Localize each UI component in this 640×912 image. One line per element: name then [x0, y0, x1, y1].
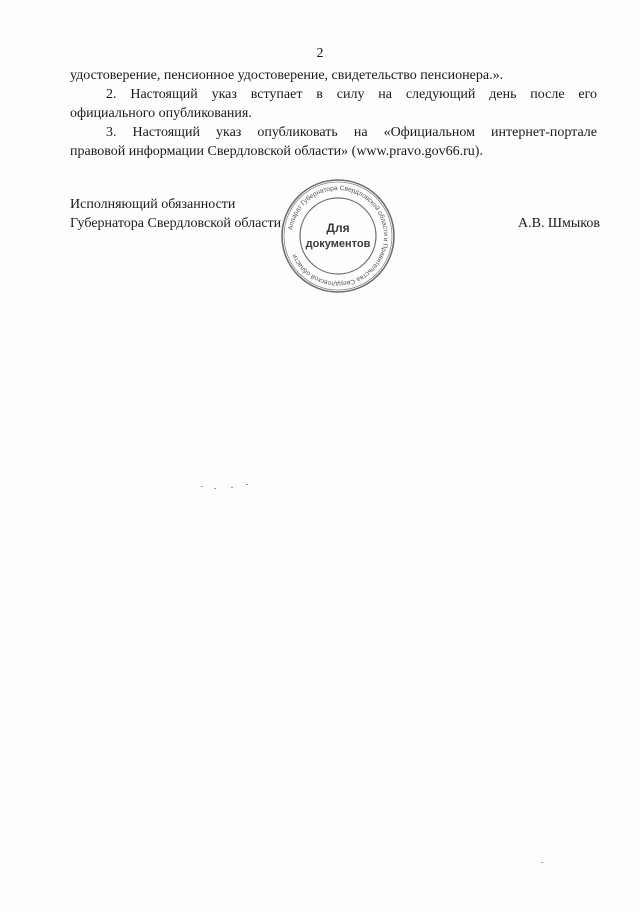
scan-speck	[246, 484, 248, 485]
signatory-position	[70, 195, 281, 233]
scan-speck	[214, 488, 216, 489]
paragraph-item-3-line-2: правовой информации Свердловской области» (www.pravo.gov66.ru).	[70, 144, 483, 159]
signatory-position-line-1: Исполняющий обязанности	[70, 197, 236, 212]
paragraph-continuation: удостоверение, пенсионное удостоверение, свидетельство пенсионера.».	[70, 68, 504, 83]
paragraph-item-3-line-1: 3. Настоящий указ опубликовать на «Официальном интернет-портале	[106, 125, 597, 140]
official-stamp	[280, 178, 396, 294]
scan-speck	[231, 487, 233, 488]
scan-speck	[201, 486, 203, 487]
stamp-ring-text: Аппарат Губернатора Свердловской области и Правительства Свердловской области	[287, 184, 390, 288]
document-body	[70, 66, 597, 161]
stamp-outer-ring	[282, 180, 394, 292]
paragraph-item-2-line-1: 2. Настоящий указ вступает в силу на следующий день после его	[106, 87, 597, 102]
signatory-position-line-2: Губернатора Свердловской области	[70, 216, 282, 231]
scan-speck	[541, 862, 543, 863]
stamp-inner-ring	[300, 198, 376, 274]
signatory-name: А.В. Шмыков	[517, 216, 600, 231]
stamp-center-line-2: документов	[305, 238, 371, 250]
stamp-center-line-1: Для	[326, 221, 350, 235]
paragraph-item-2-line-2: официального опубликования.	[70, 106, 252, 121]
page-number: 2	[316, 46, 324, 61]
